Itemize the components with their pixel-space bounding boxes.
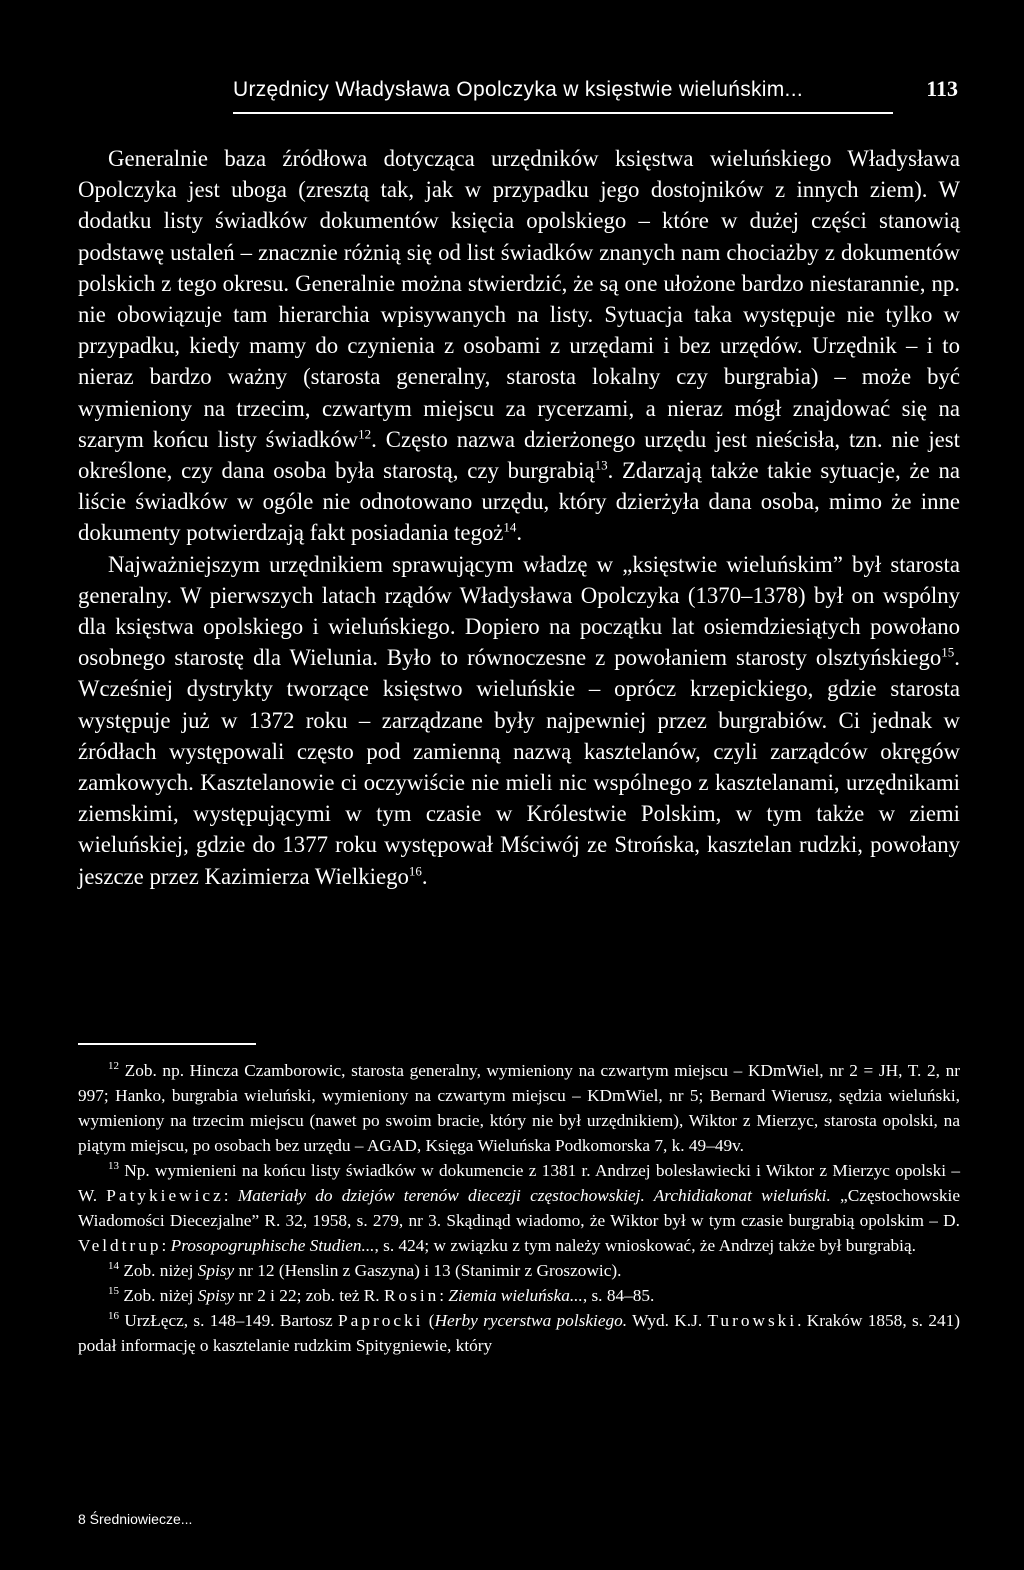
- text-run: .: [516, 520, 523, 546]
- text-run: . Często nazwa dzierżonego urzędu jest nieścisła, tzn. nie jest określone, czy dana osoba była starostą, czy burgrabią: [78, 426, 960, 484]
- paragraph-2: [78, 549, 960, 892]
- footnote-ref-13: 13: [594, 457, 608, 473]
- footnote-text: Zob. niżej: [119, 1286, 198, 1305]
- footnotes: [78, 1058, 960, 1358]
- header-rule: [233, 112, 893, 114]
- footnote-text: , s. 424; w związku z tym należy wnioskować, że Andrzej także był burgrabią.: [374, 1236, 916, 1255]
- footnote-text: Zob. np. Hincza Czamborowic, starosta generalny, wymieniony na czwartym miejscu – KDmWiel, nr 2 = JH, T. 2, nr 997; Hanko, burgrabia wieluński, wymieniony na czwartym miejscu – KDmWiel, nr 5; Bernard Wierusz, sędzia wieluński, wymieniony na trzecim miejscu (nawet po swoim bracie, który nie był urzędnikiem), Wiktor z Mierzyc, starosta opolski, na piątym miejscu, po osobach bez urzędu – AGAD, Księga Wieluńska Podkomorska 7, k. 49–49v.: [78, 1061, 960, 1155]
- editor-name: Turowski: [707, 1311, 798, 1330]
- footnote-text: , s. 84–85.: [582, 1286, 655, 1305]
- footnote-number: 15: [108, 1285, 119, 1298]
- work-title: Spisy: [197, 1286, 235, 1305]
- author-name: Rosin: [383, 1286, 440, 1305]
- work-title: Spisy: [197, 1261, 235, 1280]
- paragraph-1: [78, 143, 960, 549]
- footnote-text: UrzŁęcz, s. 148–149. Bartosz: [119, 1311, 339, 1330]
- work-title: Herby rycerstwa polskiego.: [434, 1311, 628, 1330]
- text-run: . Wcześniej dystrykty tworzące księstwo wieluńskie – oprócz krzepickiego, gdzie starosta występuje już w 1372 roku – zarządzane były najpewniej przez burgrabiów. Ci jednak w źródłach występowali często pod zamienną nazwą kasztelanów, czyli zarządców okręgów zamkowych. Kasztelanowie ci oczywiście nie mieli nic wspólnego z kasztelanami, urzędnikami ziemskimi, występującymi w tym czasie w Królestwie Polskim, w tym także w ziemi wieluńskiej, gdzie do 1377 roku występował Mściwój ze Strońska, kasztelan rudzki, powołany jeszcze przez Kazimierza Wielkiego: [78, 645, 960, 889]
- footnote-text: nr 12 (Henslin z Gaszyna) i 13 (Stanimir z Groszowic).: [234, 1261, 622, 1280]
- printer-signature: 8 Średniowiecze...: [78, 1511, 193, 1527]
- footnote-text: (: [423, 1311, 435, 1330]
- footnote-text: Np. wymienieni na końcu listy świadków w dokumencie z 1381 r. Andrzej bolesławiecki i Wiktor z Mierzyc opolski – W.: [78, 1161, 960, 1205]
- text-run: Generalnie baza źródłowa dotycząca urzędników księstwa wieluńskiego Władysława Opolczyka jest uboga (zresztą tak, jak w przypadku jego dostojników z innych ziem). W dodatku listy świadków dokumentów księcia opolskiego – które w dużej części stanowią podstawę ustaleń – znacznie różnią się od list świadków znanych nam chociażby z dokumentów polskich z tego okresu. Generalnie można stwierdzić, że są one ułożone bardzo niestarannie, np. nie obowiązuje tam hierarchia wpisywanych na listy. Sytuacja taka występuje nie tylko w przypadku, kiedy mamy do czynienia z osobami z urzędami i bez urzędów. Urzędnik – i to nieraz bardzo ważny (starosta generalny, starosta lokalny czy burgrabia) – może być wymieniony na trzecim, czwartym miejscu za rycerzami, a nieraz mógł znajdować się na szarym końcu listy świadków: [78, 146, 960, 452]
- footnote-number: 12: [108, 1060, 119, 1073]
- work-title: Materiały do dziejów terenów diecezji częstochowskiej. Archidiakonat wieluński.: [237, 1186, 831, 1205]
- footnote-ref-16: 16: [408, 863, 422, 879]
- text-run: . Zdarzają także takie sytuacje, że na liście świadków w ogóle nie odnotowano urzędu, który dzierżyła dana osoba, mimo że inne dokumenty potwierdzają fakt posiadania tegoż: [78, 458, 960, 546]
- main-text: [78, 143, 960, 892]
- footnote-12: [78, 1058, 960, 1158]
- footnote-number: 13: [108, 1160, 119, 1173]
- footnote-text: Wyd. K.J.: [627, 1311, 708, 1330]
- footnote-rule: [78, 1043, 256, 1045]
- footnote-text: :: [223, 1186, 238, 1205]
- footnote-text: . Kraków 1858, s. 241) podał informację o kasztelanie rudzkim Spitygniewie, który: [78, 1311, 960, 1355]
- text-run: Najważniejszym urzędnikiem sprawującym władzę w „księstwie wieluńskim” był starosta generalny. W pierwszych latach rządów Władysława Opolczyka (1370–1378) był on wspólny dla księstwa opolskiego i wieluńskiego. Dopiero na początku lat osiemdziesiątych powołano osobnego starostę dla Wielunia. Było to równoczesne z powołaniem starosty olsztyńskiego: [78, 551, 960, 671]
- author-name: Patykiewicz: [106, 1186, 224, 1205]
- footnote-16: [78, 1308, 960, 1358]
- footnote-number: 14: [108, 1260, 119, 1273]
- page-number: 113: [926, 76, 958, 101]
- footnote-ref-14: 14: [503, 519, 517, 535]
- footnote-14: [78, 1258, 960, 1283]
- author-name: Veldtrup: [78, 1236, 162, 1255]
- text-run: .: [421, 863, 428, 889]
- footnote-13: [78, 1158, 960, 1258]
- author-name: Paprocki: [338, 1311, 424, 1330]
- work-title: Ziemia wieluńska...: [448, 1286, 583, 1305]
- footnote-text: :: [161, 1236, 171, 1255]
- footnote-text: nr 2 i 22; zob. też R.: [234, 1286, 384, 1305]
- footnote-ref-15: 15: [941, 644, 955, 660]
- running-title: Urzędnicy Władysława Opolczyka w księstwie wieluńskim...: [233, 78, 803, 101]
- footnote-15: [78, 1283, 960, 1308]
- footnote-ref-12: 12: [358, 426, 372, 442]
- work-title: Prosopogruphische Studien...: [170, 1236, 375, 1255]
- footnote-text: „Częstochowskie Wiadomości Diecezjalne” R. 32, 1958, s. 279, nr 3. Skądinąd wiadomo, że Wiktor był w tym czasie burgrabią opolskim – D.: [78, 1186, 960, 1230]
- footnote-text: Zob. niżej: [119, 1261, 198, 1280]
- footnote-number: 16: [108, 1310, 119, 1323]
- footnote-text: :: [439, 1286, 449, 1305]
- running-header: [233, 76, 958, 102]
